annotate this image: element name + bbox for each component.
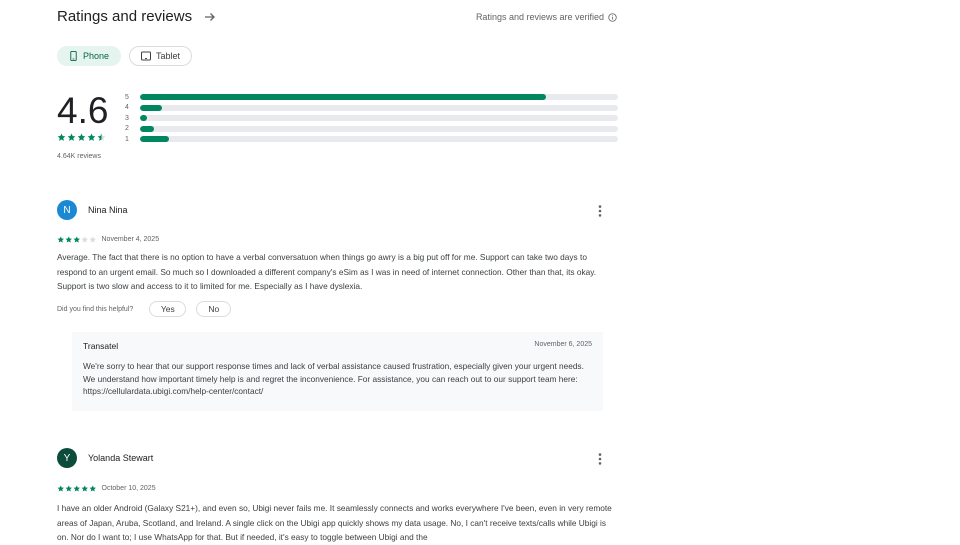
verified-notice bbox=[476, 12, 617, 22]
star-full-icon bbox=[89, 485, 97, 493]
phone-icon bbox=[69, 51, 78, 61]
rating-summary bbox=[57, 92, 617, 167]
helpful-no-button[interactable]: No bbox=[196, 301, 231, 317]
star-empty-icon bbox=[89, 236, 97, 244]
reviewer bbox=[57, 200, 128, 220]
section-header bbox=[57, 8, 617, 28]
review-stars bbox=[57, 485, 97, 493]
tab-tablet[interactable] bbox=[129, 46, 192, 66]
review-date: November 4, 2025 bbox=[101, 236, 160, 244]
reply-author: Transatel bbox=[83, 341, 119, 351]
rating-bar-label: 4 bbox=[125, 104, 129, 112]
helpful-question: Did you find this helpful? bbox=[57, 305, 134, 313]
star-full-icon bbox=[65, 236, 73, 244]
rating-bar-row bbox=[125, 103, 618, 114]
star-full-icon bbox=[57, 485, 65, 493]
review-meta bbox=[57, 485, 156, 493]
see-all-reviews-arrow-icon[interactable] bbox=[202, 9, 218, 25]
device-tabs bbox=[57, 46, 192, 66]
average-stars bbox=[57, 133, 106, 142]
review-text: Average. The fact that there is no option to have a verbal conversatuon when things go awry is a big put off for me. Support can take two days to respond to an urgent email. So much so I downloaded a different company's eSim as I was in need of internet connection. Other than that, its okay. Support is two slow and access to it to limited for me. Especially as I have dyslexia. bbox=[57, 252, 597, 291]
tab-tablet-label: Tablet bbox=[156, 51, 181, 61]
reviewer-name: Yolanda Stewart bbox=[88, 453, 154, 463]
more-options-icon[interactable] bbox=[598, 204, 602, 216]
developer-reply bbox=[72, 332, 603, 411]
rating-bar-row bbox=[125, 113, 618, 124]
reviewer-name: Nina Nina bbox=[88, 205, 128, 215]
helpful-yes-button[interactable]: Yes bbox=[149, 301, 186, 317]
rating-bar-label: 2 bbox=[125, 125, 129, 133]
rating-distribution bbox=[125, 92, 618, 145]
rating-bar-track bbox=[140, 126, 618, 132]
rating-bar-row bbox=[125, 124, 618, 135]
tablet-icon bbox=[141, 51, 151, 61]
review-date: October 10, 2025 bbox=[101, 485, 156, 493]
star-full-icon bbox=[57, 133, 66, 142]
avatar: Y bbox=[57, 448, 77, 468]
star-half-icon bbox=[97, 133, 106, 142]
rating-bar-row bbox=[125, 92, 618, 103]
rating-bar-track bbox=[140, 115, 618, 121]
review-stars bbox=[57, 236, 97, 244]
rating-bar-fill bbox=[140, 94, 546, 100]
rating-bar-track bbox=[140, 136, 618, 142]
tab-phone-label: Phone bbox=[83, 51, 110, 61]
star-full-icon bbox=[65, 485, 73, 493]
rating-bar-track bbox=[140, 94, 618, 100]
star-empty-icon bbox=[81, 236, 89, 244]
rating-bar-fill bbox=[140, 115, 147, 121]
rating-bar-label: 5 bbox=[125, 93, 129, 101]
star-full-icon bbox=[73, 485, 81, 493]
review-card bbox=[57, 448, 617, 540]
rating-bar-label: 1 bbox=[125, 135, 129, 143]
star-full-icon bbox=[57, 236, 65, 244]
avatar: N bbox=[57, 200, 77, 220]
review-meta bbox=[57, 236, 159, 244]
average-rating: 4.6 bbox=[57, 90, 109, 131]
review-text: I have an older Android (Galaxy S21+), and even so, Ubigi never fails me. It seamlessly connects and works everywhere I've been, even in very remote areas of Japan, Aruba, Scotland, and Ireland. A single click on the Ubigi app quickly shows my data usage. No, I can't receive texts/calls while Ubigi is on. Nor do I want to; I use WhatsApp for that. But if needed, it's easy to toggle between Ubigi and the bbox=[57, 503, 612, 542]
star-full-icon bbox=[67, 133, 76, 142]
review-card bbox=[57, 200, 617, 415]
info-icon[interactable] bbox=[608, 13, 617, 22]
section-title: Ratings and reviews bbox=[57, 8, 193, 25]
rating-bar-track bbox=[140, 105, 618, 111]
rating-bar-fill bbox=[140, 126, 154, 132]
rating-bar-fill bbox=[140, 136, 169, 142]
star-full-icon bbox=[81, 485, 89, 493]
rating-bar-row bbox=[125, 134, 618, 145]
reply-date: November 6, 2025 bbox=[534, 341, 592, 348]
reviewer bbox=[57, 448, 153, 468]
star-full-icon bbox=[77, 133, 86, 142]
tab-phone[interactable] bbox=[57, 46, 121, 66]
rating-bar-fill bbox=[140, 105, 162, 111]
more-options-icon[interactable] bbox=[598, 452, 602, 464]
star-full-icon bbox=[87, 133, 96, 142]
star-full-icon bbox=[73, 236, 81, 244]
reply-text: We're sorry to hear that our support response times and lack of verbal assistance caused frustration, especially given your urgent needs. We understand how important timely help is and regret the inconvenience. For assistance, you can reach out to our support team here: https://cellulardata.ubigi.com/help-center/contact/ bbox=[83, 361, 584, 396]
verified-text: Ratings and reviews are verified bbox=[475, 12, 604, 22]
review-count: 4.64K reviews bbox=[57, 153, 101, 160]
rating-bar-label: 3 bbox=[125, 114, 129, 122]
helpful-prompt bbox=[57, 301, 231, 317]
